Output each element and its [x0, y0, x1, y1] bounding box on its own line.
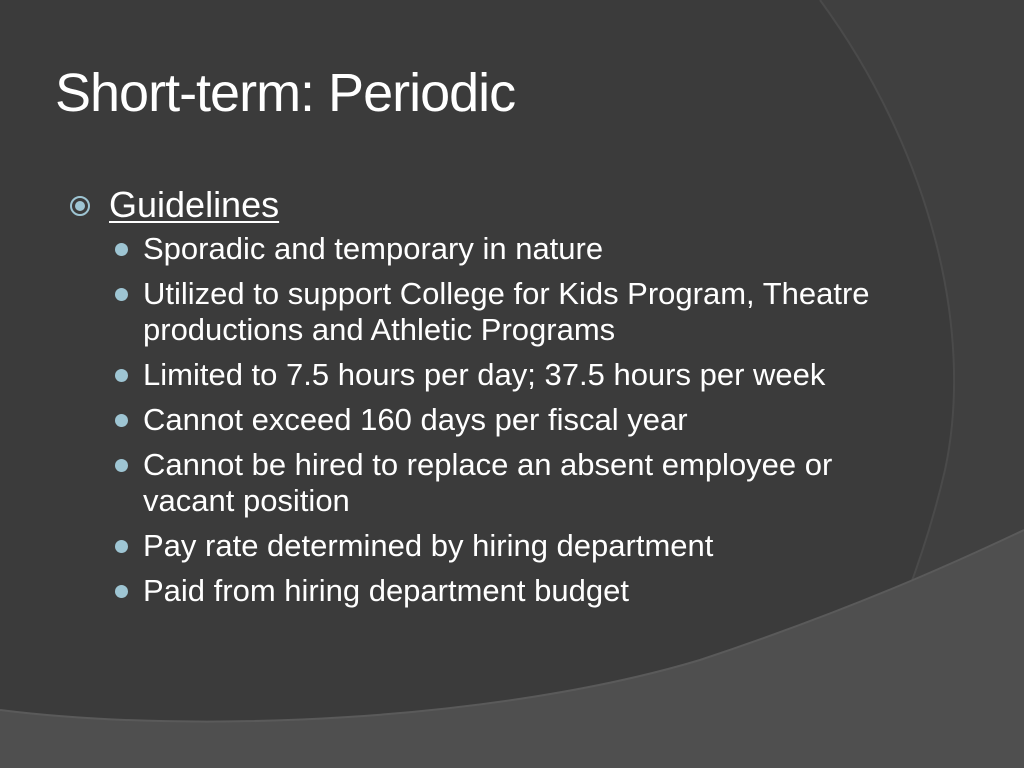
- list-item-text: Paid from hiring department budget: [143, 573, 629, 608]
- list-item: [143, 357, 885, 393]
- list-item-text: Limited to 7.5 hours per day; 37.5 hours per week: [143, 357, 826, 392]
- bullet-dot-icon: [115, 414, 128, 427]
- bullet-dot-icon: [115, 540, 128, 553]
- list-item-text: Pay rate determined by hiring department: [143, 528, 714, 563]
- list-item-text: Utilized to support College for Kids Program, Theatre productions and Athletic Programs: [143, 276, 870, 347]
- bullet-dot-icon: [115, 369, 128, 382]
- list-item: [143, 573, 885, 609]
- guidelines-label: Guidelines: [109, 184, 280, 225]
- circle-target-icon: [69, 195, 91, 217]
- bullet-dot-icon: [115, 459, 128, 472]
- guidelines-list: [65, 231, 885, 609]
- list-item: [143, 528, 885, 564]
- slide-content: [65, 183, 885, 618]
- bullet-dot-icon: [115, 585, 128, 598]
- list-item-text: Cannot be hired to replace an absent employee or vacant position: [143, 447, 833, 518]
- list-item-text: Sporadic and temporary in nature: [143, 231, 604, 266]
- list-item-text: Cannot exceed 160 days per fiscal year: [143, 402, 688, 437]
- list-item: [143, 231, 885, 267]
- slide-title: Short-term: Periodic: [55, 63, 516, 123]
- guidelines-heading: [65, 183, 885, 227]
- list-item: [143, 447, 885, 519]
- list-item: [143, 402, 885, 438]
- bullet-dot-icon: [115, 288, 128, 301]
- bullet-dot-icon: [115, 243, 128, 256]
- list-item: [143, 276, 885, 348]
